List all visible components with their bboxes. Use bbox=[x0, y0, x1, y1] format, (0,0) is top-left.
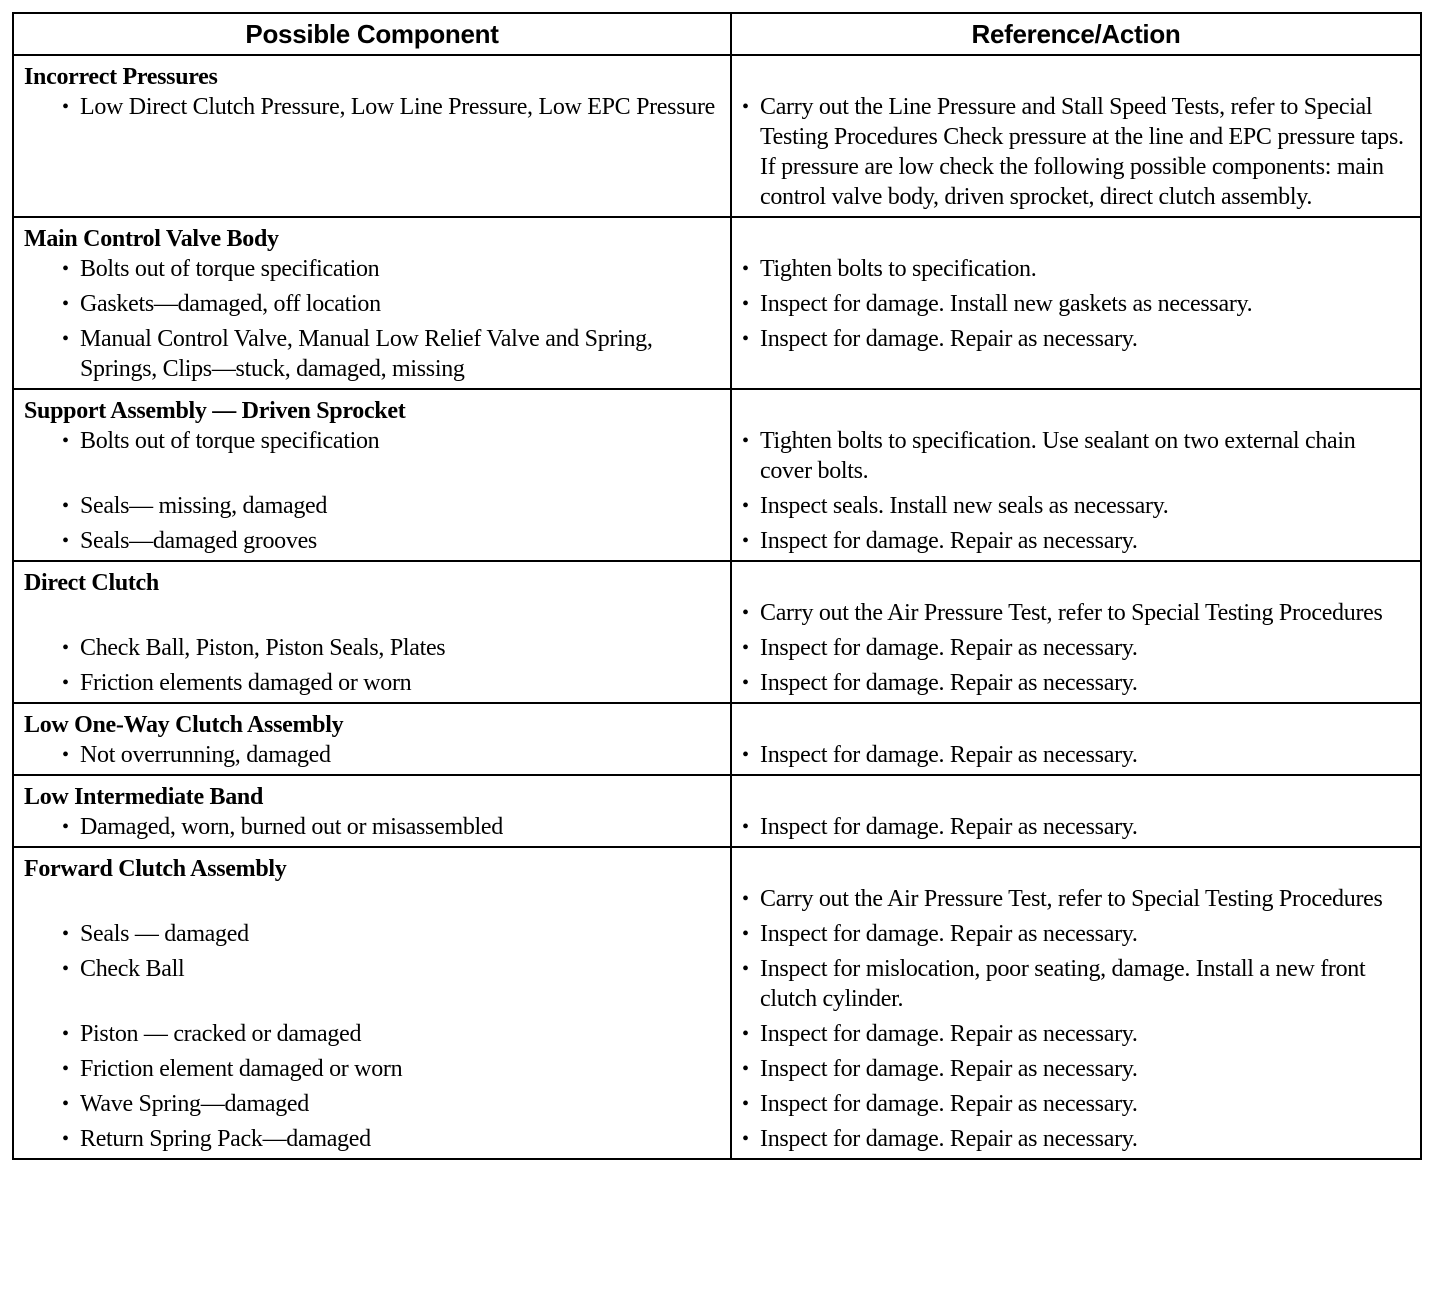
action-item bbox=[732, 598, 1420, 628]
bullet-icon: • bbox=[742, 602, 749, 624]
action-text: Inspect for damage. Repair as necessary. bbox=[760, 1021, 1138, 1047]
component-text: Friction element damaged or worn bbox=[80, 1056, 403, 1082]
bullet-icon: • bbox=[62, 430, 69, 452]
diagnosis-table bbox=[12, 12, 1422, 1160]
action-text: Inspect for mislocation, poor seating, damage. Install a new front clutch cylinder. bbox=[760, 956, 1366, 1012]
component-text: Return Spring Pack—damaged bbox=[80, 1126, 371, 1152]
component-text: Check Ball, Piston, Piston Seals, Plates bbox=[80, 635, 446, 661]
action-item bbox=[732, 426, 1420, 486]
bullet-icon: • bbox=[742, 888, 749, 910]
component-cell bbox=[13, 217, 731, 389]
component-text: Bolts out of torque specification bbox=[80, 256, 380, 282]
action-text: Tighten bolts to specification. bbox=[760, 256, 1037, 282]
section-row bbox=[13, 847, 1421, 1159]
action-item bbox=[732, 1019, 1420, 1049]
component-text: Low Direct Clutch Pressure, Low Line Pressure, Low EPC Pressure bbox=[80, 94, 715, 120]
section-title: Main Control Valve Body bbox=[24, 226, 279, 252]
action-item bbox=[732, 324, 1420, 384]
action-text: Inspect for damage. Repair as necessary. bbox=[760, 742, 1138, 768]
component-item bbox=[14, 919, 730, 949]
action-item bbox=[732, 1124, 1420, 1154]
action-cell bbox=[731, 703, 1421, 775]
bullet-icon: • bbox=[742, 328, 749, 350]
component-item bbox=[14, 740, 730, 770]
component-item bbox=[14, 954, 730, 1014]
header-row bbox=[13, 13, 1421, 55]
component-cell bbox=[13, 389, 731, 561]
bullet-icon: • bbox=[742, 495, 749, 517]
action-cell bbox=[731, 775, 1421, 847]
bullet-icon: • bbox=[742, 744, 749, 766]
section-row bbox=[13, 389, 1421, 561]
section-row bbox=[13, 703, 1421, 775]
bullet-icon: • bbox=[62, 923, 69, 945]
action-text: Carry out the Line Pressure and Stall Speed Tests, refer to Special Testing Procedures Check pressure at the line and EPC pressure taps. If pressure are low check the following possible components: main control valve body, driven sprocket, direct clutch assembly. bbox=[760, 94, 1404, 210]
section-row bbox=[13, 55, 1421, 217]
component-cell bbox=[13, 775, 731, 847]
section-title: Direct Clutch bbox=[24, 570, 159, 596]
component-cell bbox=[13, 847, 731, 1159]
component-item bbox=[14, 254, 730, 284]
bullet-icon: • bbox=[62, 958, 69, 980]
component-text: Seals— missing, damaged bbox=[80, 493, 328, 519]
component-item bbox=[14, 289, 730, 319]
component-item bbox=[14, 598, 730, 628]
component-text: Wave Spring—damaged bbox=[80, 1091, 309, 1117]
component-item bbox=[14, 426, 730, 486]
bullet-icon: • bbox=[62, 816, 69, 838]
component-item bbox=[14, 1124, 730, 1154]
component-item bbox=[14, 526, 730, 556]
action-text: Carry out the Air Pressure Test, refer to Special Testing Procedures bbox=[760, 886, 1383, 912]
action-text: Tighten bolts to specification. Use sealant on two external chain cover bolts. bbox=[760, 428, 1356, 484]
component-text: Bolts out of torque specification bbox=[80, 428, 380, 454]
action-item bbox=[732, 740, 1420, 770]
action-cell bbox=[731, 55, 1421, 217]
action-text: Inspect for damage. Repair as necessary. bbox=[760, 814, 1138, 840]
action-item bbox=[732, 668, 1420, 698]
bullet-icon: • bbox=[62, 1058, 69, 1080]
table-body bbox=[13, 55, 1421, 1159]
section-row bbox=[13, 561, 1421, 703]
action-text: Inspect for damage. Repair as necessary. bbox=[760, 670, 1138, 696]
action-cell bbox=[731, 217, 1421, 389]
bullet-icon: • bbox=[62, 530, 69, 552]
troubleshooting-document bbox=[12, 12, 1420, 1160]
component-text: Damaged, worn, burned out or misassembled bbox=[80, 814, 503, 840]
section-title: Forward Clutch Assembly bbox=[24, 856, 287, 882]
bullet-icon: • bbox=[62, 672, 69, 694]
bullet-icon: • bbox=[742, 258, 749, 280]
bullet-icon: • bbox=[742, 672, 749, 694]
bullet-icon: • bbox=[742, 637, 749, 659]
bullet-icon: • bbox=[62, 1128, 69, 1150]
component-text: Seals—damaged grooves bbox=[80, 528, 317, 554]
bullet-icon: • bbox=[742, 1058, 749, 1080]
bullet-icon: • bbox=[742, 923, 749, 945]
bullet-icon: • bbox=[62, 1023, 69, 1045]
action-item bbox=[732, 92, 1420, 212]
component-text: Not overrunning, damaged bbox=[80, 742, 331, 768]
bullet-icon: • bbox=[742, 1093, 749, 1115]
action-item bbox=[732, 254, 1420, 284]
component-text: Manual Control Valve, Manual Low Relief Valve and Spring, Springs, Clips—stuck, damaged, missing bbox=[80, 326, 653, 382]
section-title: Low One-Way Clutch Assembly bbox=[24, 712, 344, 738]
action-item bbox=[732, 954, 1420, 1014]
bullet-icon: • bbox=[742, 430, 749, 452]
bullet-icon: • bbox=[62, 1093, 69, 1115]
component-cell bbox=[13, 561, 731, 703]
component-item bbox=[14, 1054, 730, 1084]
bullet-icon: • bbox=[742, 96, 749, 118]
bullet-icon: • bbox=[62, 293, 69, 315]
component-text: Gaskets—damaged, off location bbox=[80, 291, 381, 317]
component-item bbox=[14, 668, 730, 698]
bullet-icon: • bbox=[62, 495, 69, 517]
bullet-icon: • bbox=[62, 96, 69, 118]
bullet-icon: • bbox=[62, 637, 69, 659]
component-item bbox=[14, 633, 730, 663]
bullet-icon: • bbox=[62, 258, 69, 280]
component-item bbox=[14, 1089, 730, 1119]
bullet-icon: • bbox=[62, 328, 69, 350]
component-text: Piston — cracked or damaged bbox=[80, 1021, 362, 1047]
action-item bbox=[732, 526, 1420, 556]
bullet-icon: • bbox=[742, 530, 749, 552]
section-title: Incorrect Pressures bbox=[24, 64, 218, 90]
component-item bbox=[14, 884, 730, 914]
action-item bbox=[732, 633, 1420, 663]
component-item bbox=[14, 1019, 730, 1049]
action-text: Inspect for damage. Repair as necessary. bbox=[760, 326, 1138, 352]
action-item bbox=[732, 1089, 1420, 1119]
component-item bbox=[14, 812, 730, 842]
action-text: Inspect for damage. Install new gaskets as necessary. bbox=[760, 291, 1253, 317]
action-item bbox=[732, 884, 1420, 914]
section-row bbox=[13, 775, 1421, 847]
action-cell bbox=[731, 561, 1421, 703]
component-text: Check Ball bbox=[80, 956, 185, 982]
section-row bbox=[13, 217, 1421, 389]
action-text: Inspect for damage. Repair as necessary. bbox=[760, 528, 1138, 554]
action-text: Inspect for damage. Repair as necessary. bbox=[760, 921, 1138, 947]
action-text: Carry out the Air Pressure Test, refer to Special Testing Procedures bbox=[760, 600, 1383, 626]
header-reference-action: Reference/Action bbox=[731, 13, 1421, 55]
header-possible-component: Possible Component bbox=[13, 13, 731, 55]
section-title: Low Intermediate Band bbox=[24, 784, 264, 810]
action-text: Inspect for damage. Repair as necessary. bbox=[760, 635, 1138, 661]
action-item bbox=[732, 289, 1420, 319]
action-item bbox=[732, 919, 1420, 949]
bullet-icon: • bbox=[742, 1128, 749, 1150]
action-text: Inspect for damage. Repair as necessary. bbox=[760, 1126, 1138, 1152]
action-cell bbox=[731, 847, 1421, 1159]
component-item bbox=[14, 324, 730, 384]
section-title: Support Assembly — Driven Sprocket bbox=[24, 398, 406, 424]
action-item bbox=[732, 1054, 1420, 1084]
action-text: Inspect for damage. Repair as necessary. bbox=[760, 1091, 1138, 1117]
component-text: Friction elements damaged or worn bbox=[80, 670, 412, 696]
action-cell bbox=[731, 389, 1421, 561]
bullet-icon: • bbox=[742, 293, 749, 315]
bullet-icon: • bbox=[742, 816, 749, 838]
component-text: Seals — damaged bbox=[80, 921, 249, 947]
action-text: Inspect for damage. Repair as necessary. bbox=[760, 1056, 1138, 1082]
component-item bbox=[14, 92, 730, 212]
action-text: Inspect seals. Install new seals as necessary. bbox=[760, 493, 1169, 519]
component-cell bbox=[13, 703, 731, 775]
component-item bbox=[14, 491, 730, 521]
bullet-icon: • bbox=[742, 958, 749, 980]
bullet-icon: • bbox=[62, 744, 69, 766]
component-cell bbox=[13, 55, 731, 217]
action-item bbox=[732, 812, 1420, 842]
action-item bbox=[732, 491, 1420, 521]
bullet-icon: • bbox=[742, 1023, 749, 1045]
